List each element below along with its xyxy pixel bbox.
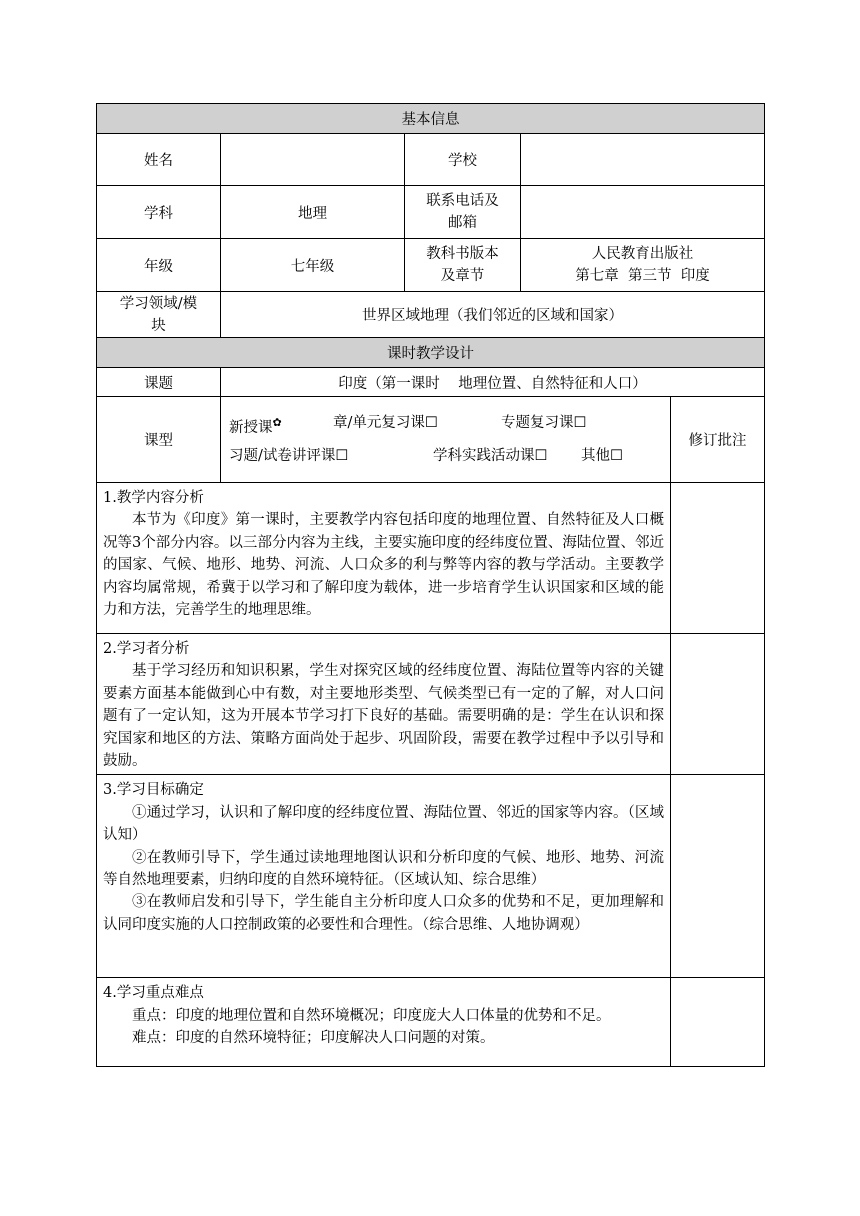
type-options-row2 xyxy=(229,442,670,470)
revision-notes-cell xyxy=(671,775,765,978)
domain-label xyxy=(97,292,221,338)
option-new-lesson-label: 新授课 xyxy=(229,419,273,436)
name-value xyxy=(221,134,405,186)
type-options xyxy=(221,397,671,483)
textbook-value-line1: 人民教育出版社 xyxy=(591,246,694,262)
revision-notes-cell xyxy=(671,483,765,634)
option-topic-review[interactable]: 专题复习课☐ xyxy=(501,415,587,432)
textbook-value-line2: 第七章 第三节 印度 xyxy=(575,268,710,284)
grade-value: 七年级 xyxy=(221,239,405,292)
section-learner-analysis xyxy=(97,634,671,775)
type-options-row1 xyxy=(229,409,670,442)
objective-2: ②在教师引导下，学生通过读地理地图认识和分析印度的气候、地形、地势、河流等自然地理要素，归纳印度的自然环境特征。（区域认知、综合思维） xyxy=(103,849,664,889)
topic-value: 印度（第一课时 地理位置、自然特征和人口） xyxy=(221,368,765,397)
textbook-label xyxy=(405,239,521,292)
design-header: 课时教学设计 xyxy=(97,338,765,368)
revision-notes-cell xyxy=(671,978,765,1067)
revision-notes-cell xyxy=(671,634,765,775)
subject-value: 地理 xyxy=(221,186,405,239)
school-label: 学校 xyxy=(405,134,521,186)
school-value xyxy=(521,134,765,186)
domain-label-line1: 学习领域/模 xyxy=(119,295,198,312)
difficult-point: 难点：印度的自然环境特征；印度解决人口问题的对策。 xyxy=(132,1030,495,1047)
section-content-analysis xyxy=(97,483,671,634)
contact-label-line2: 邮箱 xyxy=(448,215,477,231)
section-paragraph: 基于学习经历和知识积累，学生对探究区域的经纬度位置、海陆位置等内容的关键要素方面基本能做到心中有数，对主要地形类型、气候类型已有一定的了解，对人口问题有了一定认知，这为开展本节学习打下良好的基础。需要明确的是：学生在认识和探究国家和地区的方法、策略方面尚处于起步、巩固阶段，需要在教学过程中予以引导和鼓励。 xyxy=(103,663,664,770)
option-practice-activity[interactable]: 学科实践活动课☐ xyxy=(433,447,548,464)
lesson-plan-table xyxy=(96,103,765,1067)
subject-label: 学科 xyxy=(97,186,221,239)
option-new-lesson[interactable] xyxy=(229,409,333,442)
section-title: 2.学习者分析 xyxy=(103,641,190,657)
type-label: 课型 xyxy=(97,397,221,483)
objective-1: ①通过学习，认识和了解印度的经纬度位置、海陆位置、邻近的国家等内容。（区域认知） xyxy=(103,804,664,844)
option-unit-review[interactable]: 章/单元复习课☐ xyxy=(333,415,438,432)
basic-info-header: 基本信息 xyxy=(97,104,765,134)
section-title: 3.学习目标确定 xyxy=(103,782,204,799)
option-other[interactable]: 其他☐ xyxy=(581,447,623,464)
contact-label-line1: 联系电话及 xyxy=(426,193,499,209)
section-learning-objectives xyxy=(97,775,671,978)
revision-label: 修订批注 xyxy=(671,397,765,483)
domain-label-line2: 块 xyxy=(151,317,166,334)
textbook-label-line2: 及章节 xyxy=(440,268,485,284)
flower-mark-icon: ✿ xyxy=(272,416,282,430)
option-exercise-review[interactable]: 习题/试卷讲评课☐ xyxy=(229,447,349,464)
section-title: 4.学习重点难点 xyxy=(103,985,204,1002)
name-label: 姓名 xyxy=(97,134,221,186)
objective-3: ③在教师启发和引导下，学生能自主分析印度人口众多的优势和不足，更加理解和认同印度实施的人口控制政策的必要性和合理性。（综合思维、人地协调观） xyxy=(103,894,664,933)
topic-label: 课题 xyxy=(97,368,221,397)
domain-value: 世界区域地理（我们邻近的区域和国家） xyxy=(221,292,765,338)
contact-label xyxy=(405,186,521,239)
section-key-points xyxy=(97,978,671,1067)
key-point: 重点：印度的地理位置和自然环境概况；印度庞大人口体量的优势和不足。 xyxy=(132,1007,611,1024)
section-paragraph: 本节为《印度》第一课时，主要教学内容包括印度的地理位置、自然特征及人口概况等3个部分内容。以三部分内容为主线，主要实施印度的经纬度位置、海陆位置、邻近的国家、气候、地形、地势、河流、人口众多的利与弊等内容的教与学活动。主要教学内容均属常规，希冀于以学习和了解印度为载体，进一步培育学生认识国家和区域的能力和方法，完善学生的地理思维。 xyxy=(103,512,664,619)
textbook-label-line1: 教科书版本 xyxy=(426,246,499,262)
grade-label: 年级 xyxy=(97,239,221,292)
contact-value xyxy=(521,186,765,239)
section-title: 1.教学内容分析 xyxy=(103,490,204,506)
textbook-value xyxy=(521,239,765,292)
